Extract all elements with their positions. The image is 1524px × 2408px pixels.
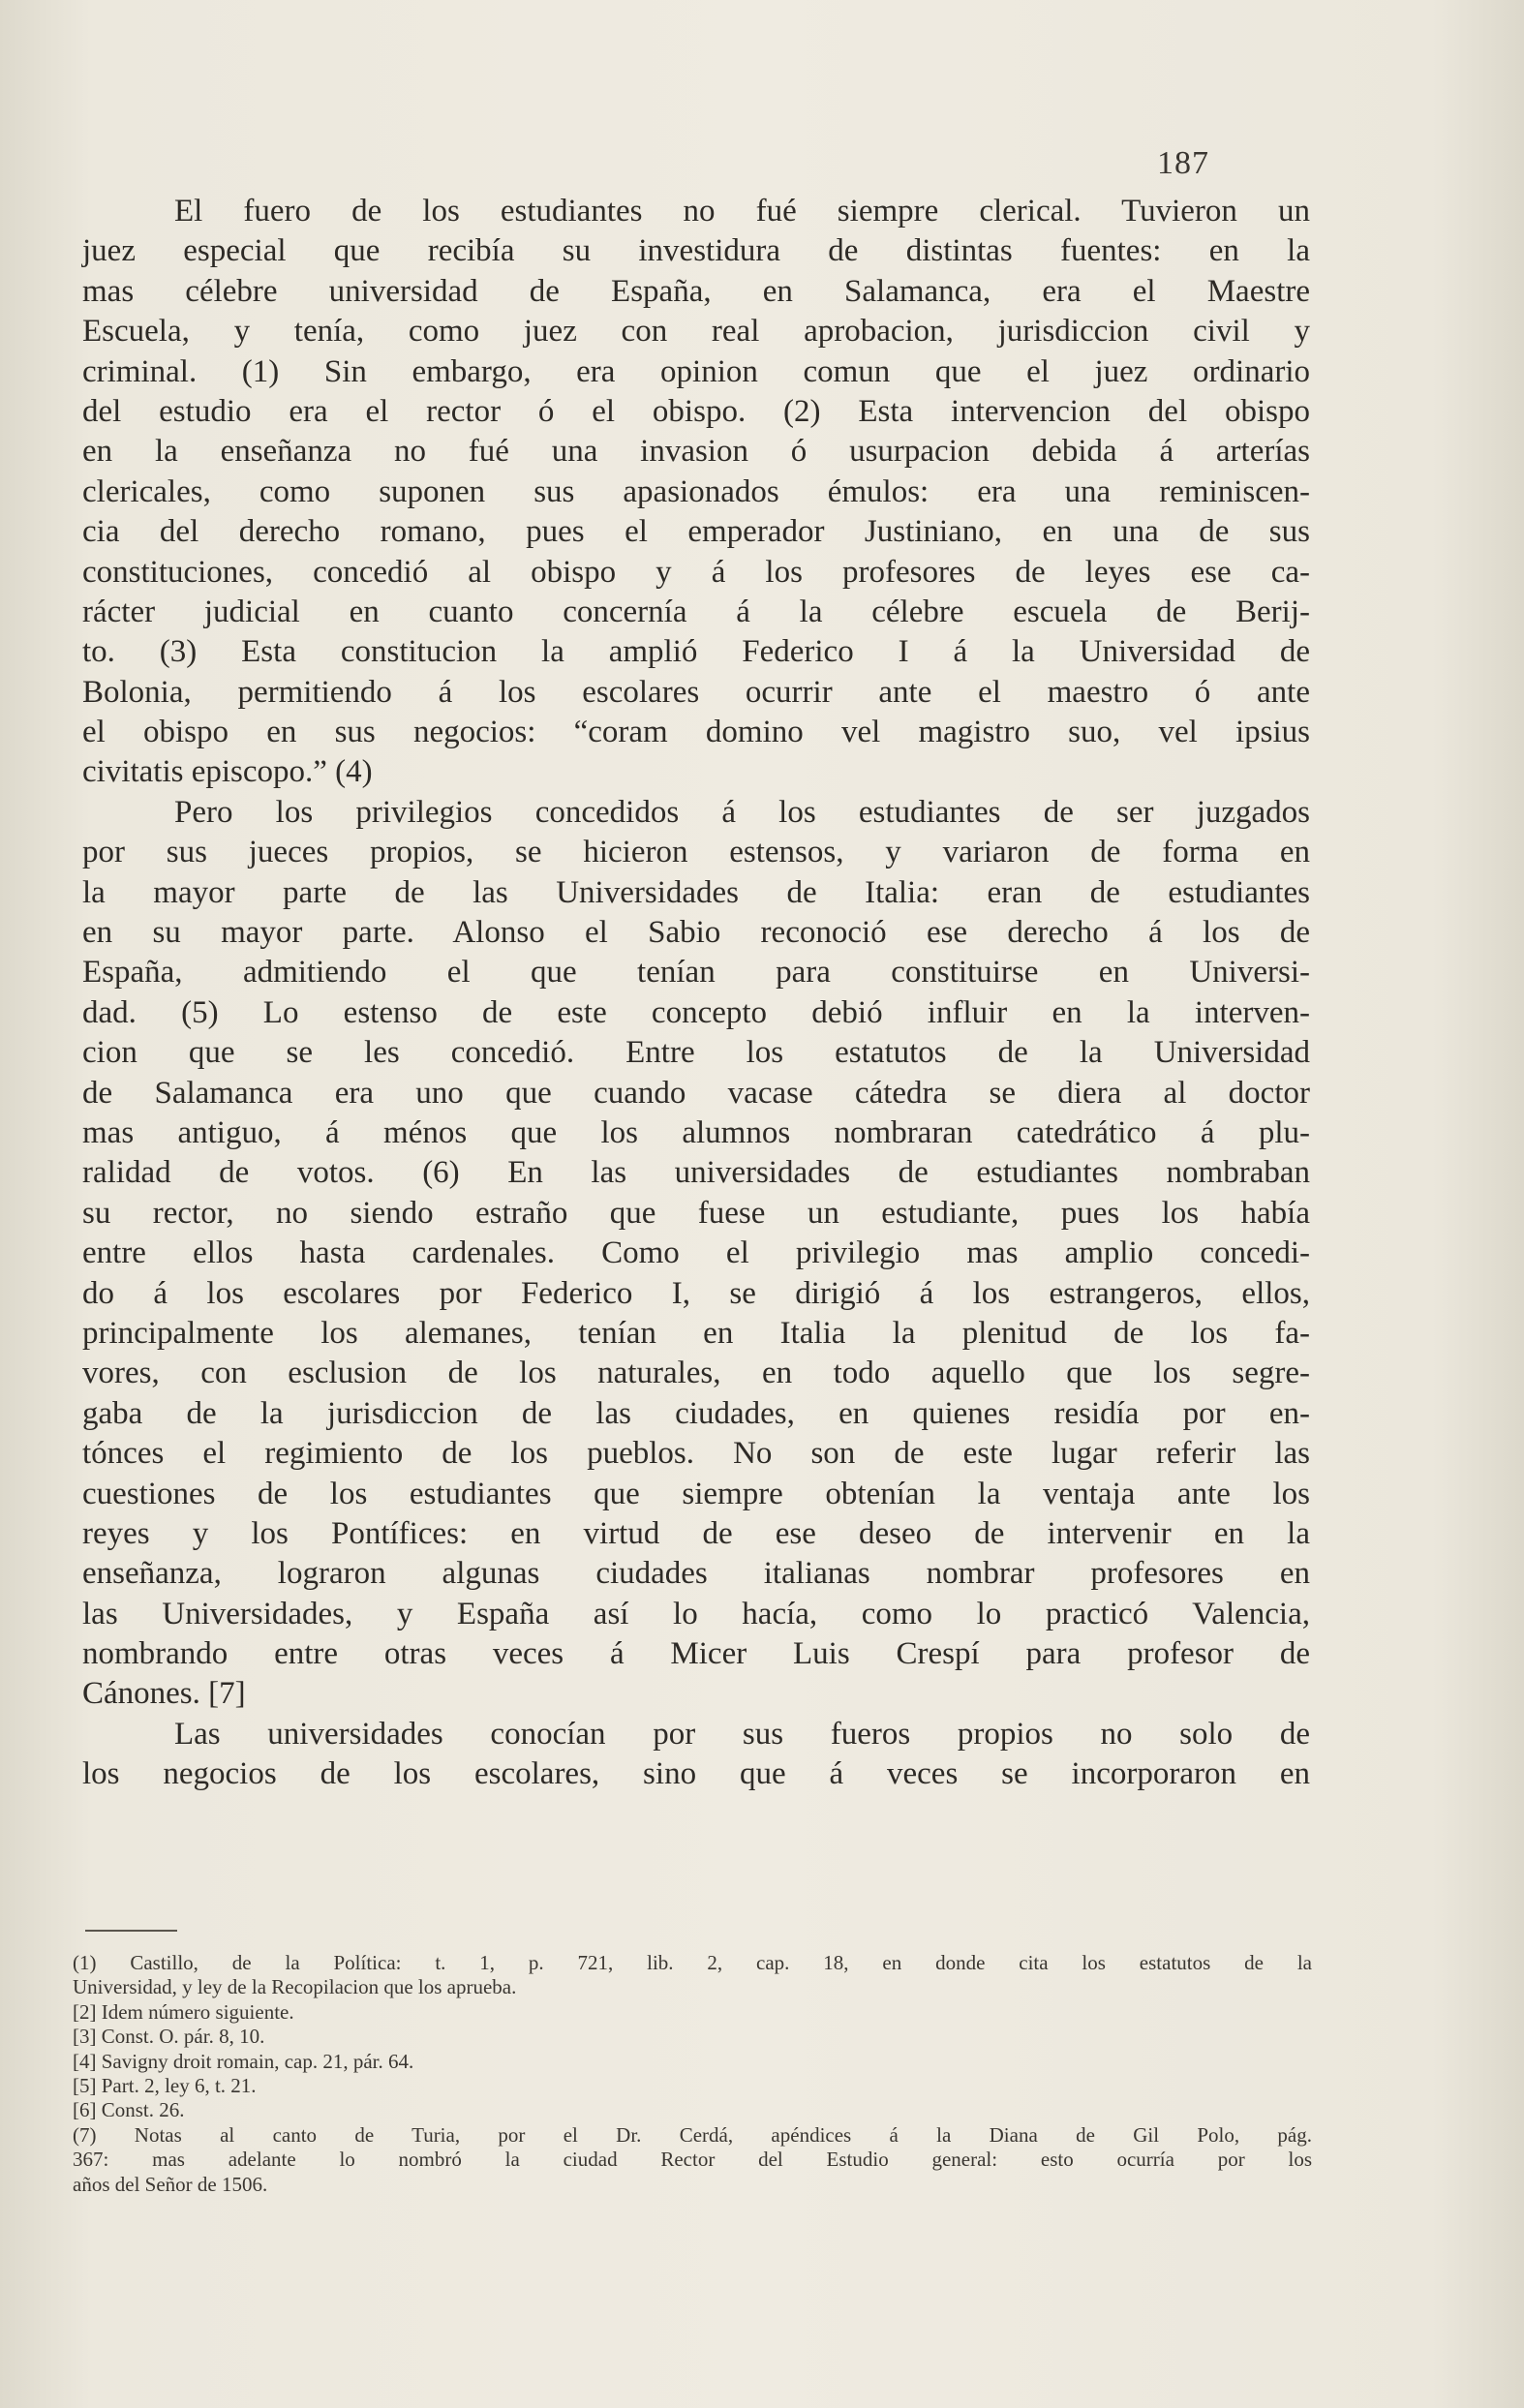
body-line: dad. (5) Lo estenso de este concepto debió influir en la interven- [82,994,1310,1030]
body-line: vores, con esclusion de los naturales, en todo aquello que los segre- [82,1356,1310,1391]
body-line: enseñanza, lograron algunas ciudades italianas nombrar profesores en [82,1556,1310,1592]
body-line: El fuero de los estudiantes no fué siempre clerical. Tuvieron un [174,194,1310,229]
body-line: la mayor parte de las Universidades de Italia: eran de estudiantes [82,874,1310,910]
footnote-line: [6] Const. 26. [73,2098,185,2122]
body-line: criminal. (1) Sin embargo, era opinion comun que el juez ordinario [82,353,1310,389]
body-line: tónces el regimiento de los pueblos. No son de este lugar referir las [82,1436,1310,1472]
body-line: los negocios de los escolares, sino que á veces se incorporaron en [82,1756,1310,1792]
body-line: Pero los privilegios concedidos á los estudiantes de ser juzgados [174,794,1310,830]
body-line: en la enseñanza no fué una invasion ó usurpacion debida á arterías [82,434,1310,470]
body-line: juez especial que recibía su investidura de distintas fuentes: en la [82,233,1310,269]
body-line: clericales, como suponen sus apasionados émulos: era una reminiscen- [82,473,1310,509]
body-line: España, admitiendo el que tenían para constituirse en Universi- [82,955,1310,991]
body-line: por sus jueces propios, se hicieron estensos, y variaron de forma en [82,835,1310,870]
body-line: civitatis episcopo.” (4) [82,754,373,790]
body-line: cuestiones de los estudiantes que siempre obtenían la ventaja ante los [82,1476,1310,1511]
body-line: nombrando entre otras veces á Micer Luis Crespí para profesor de [82,1636,1310,1672]
body-line: del estudio era el rector ó el obispo. (2) Esta intervencion del obispo [82,393,1310,429]
body-line: de Salamanca era uno que cuando vacase cátedra se diera al doctor [82,1075,1310,1111]
body-line: Escuela, y tenía, como juez con real aprobacion, jurisdiccion civil y [82,314,1310,350]
body-line: constituciones, concedió al obispo y á los profesores de leyes ese ca- [82,554,1310,590]
body-text [82,192,1310,1795]
body-line: el obispo en sus negocios: “coram domino vel magistro suo, vel ipsius [82,715,1310,750]
body-line: mas célebre universidad de España, en Salamanca, era el Maestre [82,273,1310,309]
body-line: Las universidades conocían por sus fueros propios no solo de [174,1716,1310,1752]
footnote-line: 367: mas adelante lo nombró la ciudad Rector del Estudio general: esto ocurría por los [73,2148,1312,2172]
body-line: entre ellos hasta cardenales. Como el privilegio mas amplio concedi- [82,1235,1310,1271]
footnote-divider [85,1930,177,1932]
body-line: mas antiguo, á ménos que los alumnos nombraran catedrático á plu- [82,1114,1310,1150]
footnotes [73,1951,1312,2197]
footnote-line: [2] Idem número siguiente. [73,1999,294,2024]
body-line: cia del derecho romano, pues el emperador Justiniano, en una de sus [82,514,1310,550]
footnote-line: Universidad, y ley de la Recopilacion que los aprueba. [73,1975,517,1999]
body-line: Bolonia, permitiendo á los escolares ocurrir ante el maestro ó ante [82,674,1310,710]
footnote-line: [4] Savigny droit romain, cap. 21, pár. 64. [73,2049,414,2073]
footnote-line: años del Señor de 1506. [73,2172,268,2196]
body-line: las Universidades, y España así lo hacía, como lo practicó Valencia, [82,1596,1310,1631]
body-line: gaba de la jurisdiccion de las ciudades, en quienes residía por en- [82,1395,1310,1431]
body-line: rácter judicial en cuanto concernía á la célebre escuela de Berij- [82,594,1310,629]
body-line: en su mayor parte. Alonso el Sabio reconoció ese derecho á los de [82,915,1310,951]
body-line: to. (3) Esta constitucion la amplió Federico I á la Universidad de [82,634,1310,670]
body-line: do á los escolares por Federico I, se dirigió á los estrangeros, ellos, [82,1275,1310,1311]
body-line: reyes y los Pontífices: en virtud de ese deseo de intervenir en la [82,1515,1310,1551]
body-line: principalmente los alemanes, tenían en Italia la plenitud de los fa- [82,1315,1310,1351]
footnote-line: (7) Notas al canto de Turia, por el Dr. Cerdá, apéndices á la Diana de Gil Polo, pág. [73,2122,1312,2147]
body-line: cion que se les concedió. Entre los estatutos de la Universidad [82,1035,1310,1071]
footnote-line: [5] Part. 2, ley 6, t. 21. [73,2073,257,2097]
body-line: ralidad de votos. (6) En las universidades de estudiantes nombraban [82,1155,1310,1191]
body-line: Cánones. [7] [82,1676,246,1712]
page-number: 187 [1157,145,1209,181]
footnote-line: [3] Const. O. pár. 8, 10. [73,2025,265,2049]
body-line: su rector, no siendo estraño que fuese un estudiante, pues los había [82,1195,1310,1231]
footnote-line: (1) Castillo, de la Política: t. 1, p. 721, lib. 2, cap. 18, en donde cita los estatutos de la [73,1951,1312,1974]
